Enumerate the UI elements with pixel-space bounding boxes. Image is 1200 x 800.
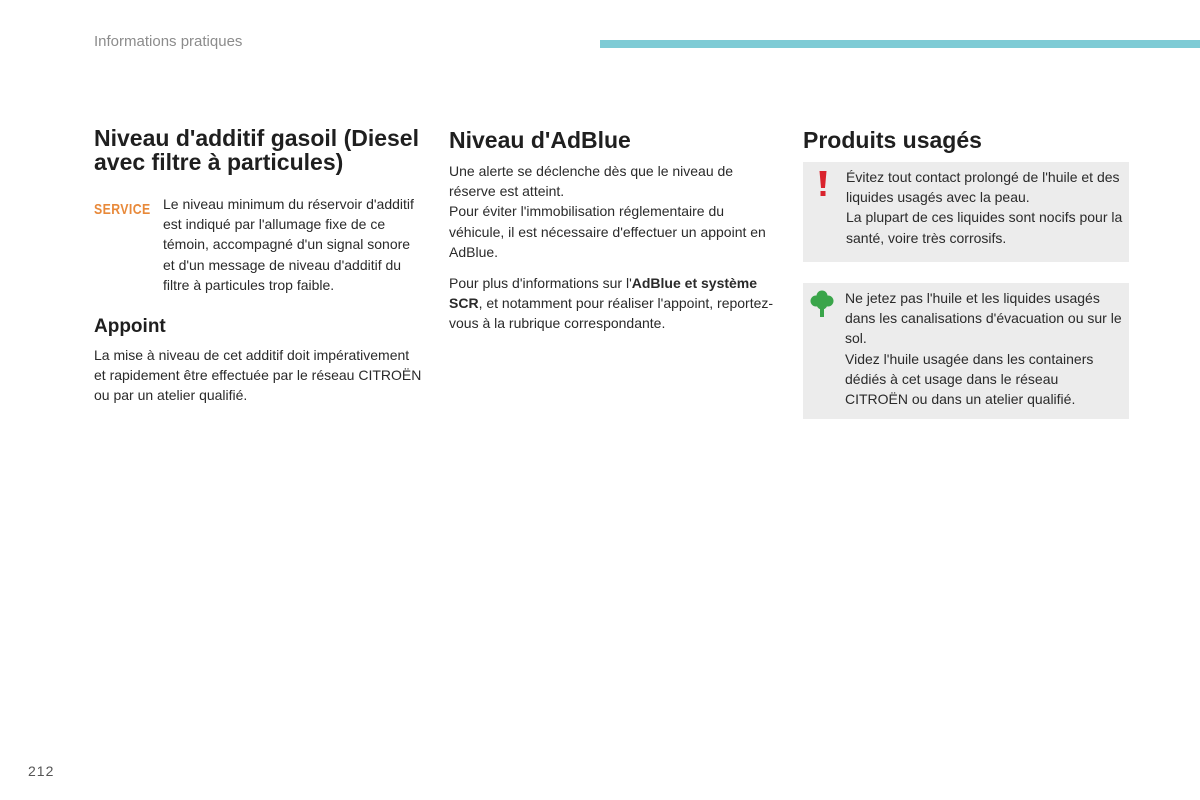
column-adblue [449,126,779,334]
header-accent-bar [600,40,1200,48]
environment-box-text [845,288,1123,409]
exclamation-icon [817,170,829,198]
adblue-paragraph-1 [449,161,779,262]
produits-usages-title: Produits usagés [803,127,982,153]
environment-line-1: Ne jetez pas l'huile et les liquides usagés dans les canalisations d'évacuation ou sur le sol. [845,290,1122,347]
adblue-alert-text: Une alerte se déclenche dès que le niveau de réserve est atteint. [449,163,734,200]
column-produits-usages [803,126,1129,419]
adblue-ref-suffix: , et notamment pour réaliser l'appoint, reportez-vous à la rubrique correspondante. [449,295,774,332]
adblue-immobilisation-text: Pour éviter l'immobilisation réglementaire du véhicule, il est nécessaire d'effectuer un appoint en AdBlue. [449,203,766,260]
page-number: 212 [28,763,55,779]
appoint-subtitle: Appoint [94,316,166,338]
adblue-ref-prefix: Pour plus d'informations sur l' [449,275,632,292]
environment-box [803,283,1129,419]
column-additif [94,126,424,406]
warning-box [803,162,1129,262]
tree-icon [810,290,834,318]
appoint-description: La mise à niveau de cet additif doit impérativement et rapidement être effectuée par le réseau CITROËN ou par un atelier qualifié. [94,347,422,404]
service-indicator-row [94,194,424,295]
service-description: Le niveau minimum du réservoir d'additif est indiqué par l'allumage fixe de ce témoin, accompagné d'un signal sonore et d'un message de niveau d'additif du filtre à particules trop faible. [163,196,414,293]
service-warning-icon: SERVICE [94,201,151,218]
warning-line-1: Évitez tout contact prolongé de l'huile et des liquides usagés avec la peau. [846,169,1120,206]
adblue-paragraph-2 [449,273,779,334]
adblue-ref-link-text: AdBlue et système SCR [449,275,758,312]
adblue-title: Niveau d'AdBlue [449,127,631,153]
additif-title: Niveau d'additif gasoil (Diesel avec filtre à particules) [94,125,419,175]
warning-box-text [846,167,1123,248]
warning-line-2: La plupart de ces liquides sont nocifs pour la santé, voire très corrosifs. [846,209,1123,246]
environment-line-2: Videz l'huile usagée dans les containers dédiés à cet usage dans le réseau CITROËN ou dans un atelier qualifié. [845,350,1094,408]
section-title: Informations pratiques [94,33,243,50]
